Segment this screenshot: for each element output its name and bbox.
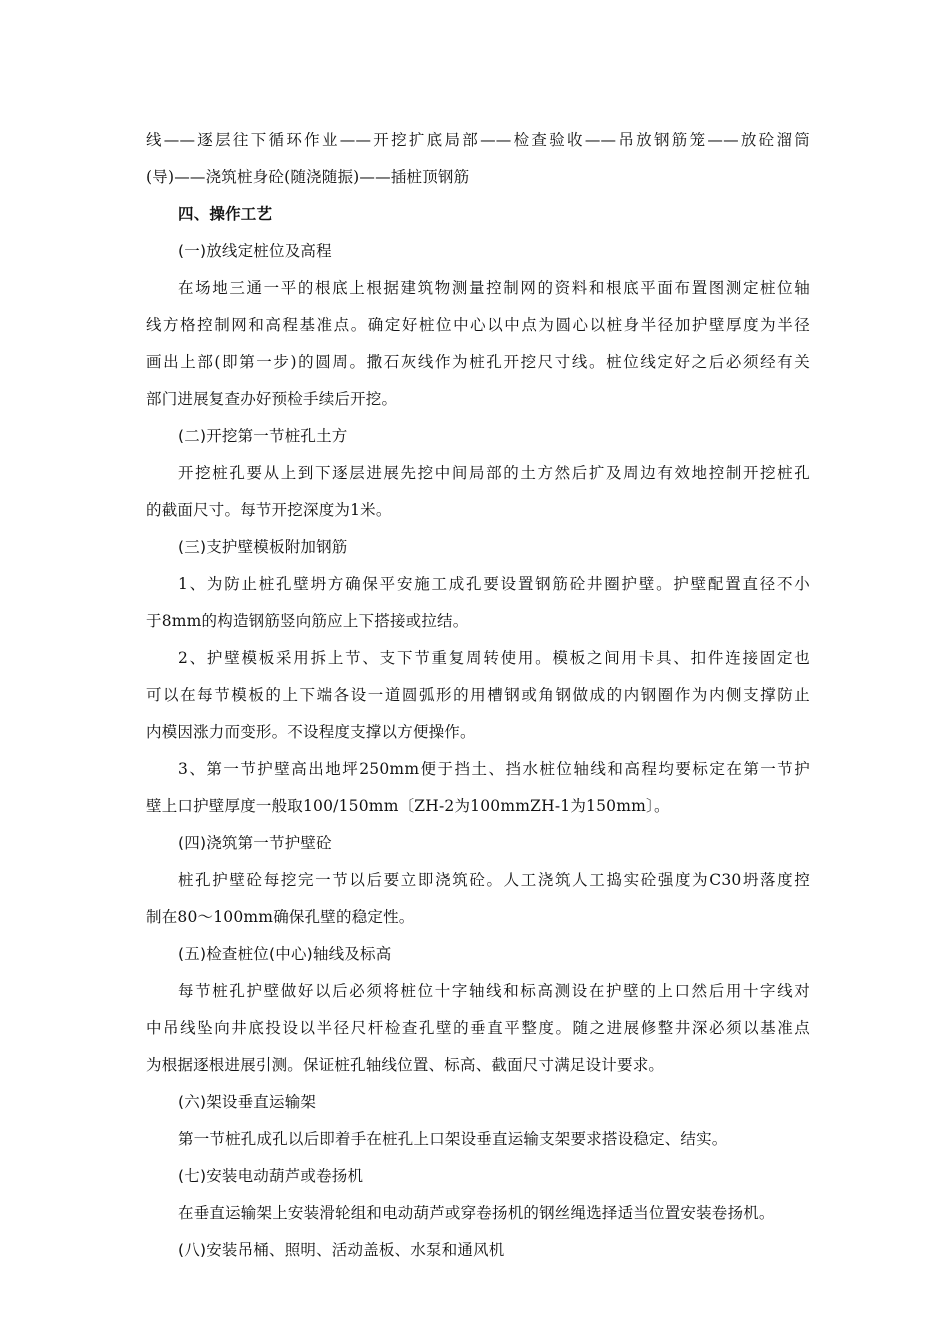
paragraph-line: 第一节桩孔成孔以后即着手在桩孔上口架设垂直运输支架要求搭设稳定、结实。	[178, 1130, 728, 1148]
paragraph-line: 每节桩孔护壁做好以后必须将桩位十字轴线和标高测设在护壁的上口然后用十字线对	[178, 982, 810, 1000]
document-body	[146, 122, 810, 1269]
subsection-title-1: (一)放线定桩位及高程	[178, 242, 332, 260]
paragraph-line: 可以在每节模板的上下端各设一道圆弧形的用槽钢或角钢做成的内钢圈作为内侧支撑防止	[146, 686, 810, 704]
section-title-operation-process: 四、操作工艺	[178, 205, 273, 223]
paragraph-line: 制在80～100mm确保孔壁的稳定性。	[146, 908, 415, 926]
paragraph-line: 2、护壁模板采用拆上节、支下节重复周转使用。模板之间用卡具、扣件连接固定也	[178, 649, 810, 667]
subsection-title-4: (四)浇筑第一节护壁砼	[178, 834, 332, 852]
paragraph-line: 线方格控制网和高程基准点。确定好桩位中心以中点为圆心以桩身半径加护壁厚度为半径	[146, 316, 810, 334]
intro-line-2: (导)——浇筑桩身砼(随浇随振)——插桩顶钢筋	[146, 168, 470, 186]
intro-line-1: 线——逐层往下循环作业——开挖扩底局部——检查验收——吊放钢筋笼——放砼溜筒	[146, 131, 810, 149]
subsection-title-5: (五)检查桩位(中心)轴线及标高	[178, 945, 392, 963]
paragraph-line: 内模因涨力而变形。不设程度支撑以方便操作。	[146, 723, 476, 741]
paragraph-line: 部门进展复查办好预检手续后开挖。	[146, 390, 398, 408]
paragraph-line: 开挖桩孔要从上到下逐层进展先挖中间局部的土方然后扩及周边有效地控制开挖桩孔	[178, 464, 810, 482]
subsection-title-7: (七)安装电动葫芦或卷扬机	[178, 1167, 364, 1185]
paragraph-line: 3、第一节护壁高出地坪250mm便于挡土、挡水桩位轴线和高程均要标定在第一节护	[178, 760, 810, 778]
paragraph-line: 于8mm的构造钢筋竖向筋应上下搭接或拉结。	[146, 612, 469, 630]
paragraph-line: 中吊线坠向井底投设以半径尺杆检查孔壁的垂直平整度。随之进展修整井深必须以基准点	[146, 1019, 810, 1037]
paragraph-line: 画出上部(即第一步)的圆周。撒石灰线作为桩孔开挖尺寸线。桩位线定好之后必须经有关	[146, 353, 810, 371]
paragraph-line: 桩孔护壁砼每挖完一节以后要立即浇筑砼。人工浇筑人工捣实砼强度为C30坍落度控	[178, 871, 810, 889]
paragraph-line: 在场地三通一平的根底上根据建筑物测量控制网的资料和根底平面布置图测定桩位轴	[178, 279, 810, 297]
subsection-title-8: (八)安装吊桶、照明、活动盖板、水泵和通风机	[178, 1241, 505, 1259]
paragraph-line: 1、为防止桩孔壁坍方确保平安施工成孔要设置钢筋砼井圈护壁。护壁配置直径不小	[178, 575, 810, 593]
subsection-title-6: (六)架设垂直运输架	[178, 1093, 317, 1111]
subsection-title-2: (二)开挖第一节桩孔土方	[178, 427, 348, 445]
paragraph-line: 壁上口护壁厚度一般取100/150mm〔ZH-2为100mmZH-1为150mm〕。	[146, 797, 670, 815]
subsection-title-3: (三)支护壁模板附加钢筋	[178, 538, 348, 556]
paragraph-line: 的截面尺寸。每节开挖深度为1米。	[146, 501, 392, 519]
paragraph-line: 在垂直运输架上安装滑轮组和电动葫芦或穿卷扬机的钢丝绳选择适当位置安装卷扬机。	[178, 1204, 775, 1222]
paragraph-line: 为根据逐根进展引测。保证桩孔轴线位置、标高、截面尺寸满足设计要求。	[146, 1056, 665, 1074]
